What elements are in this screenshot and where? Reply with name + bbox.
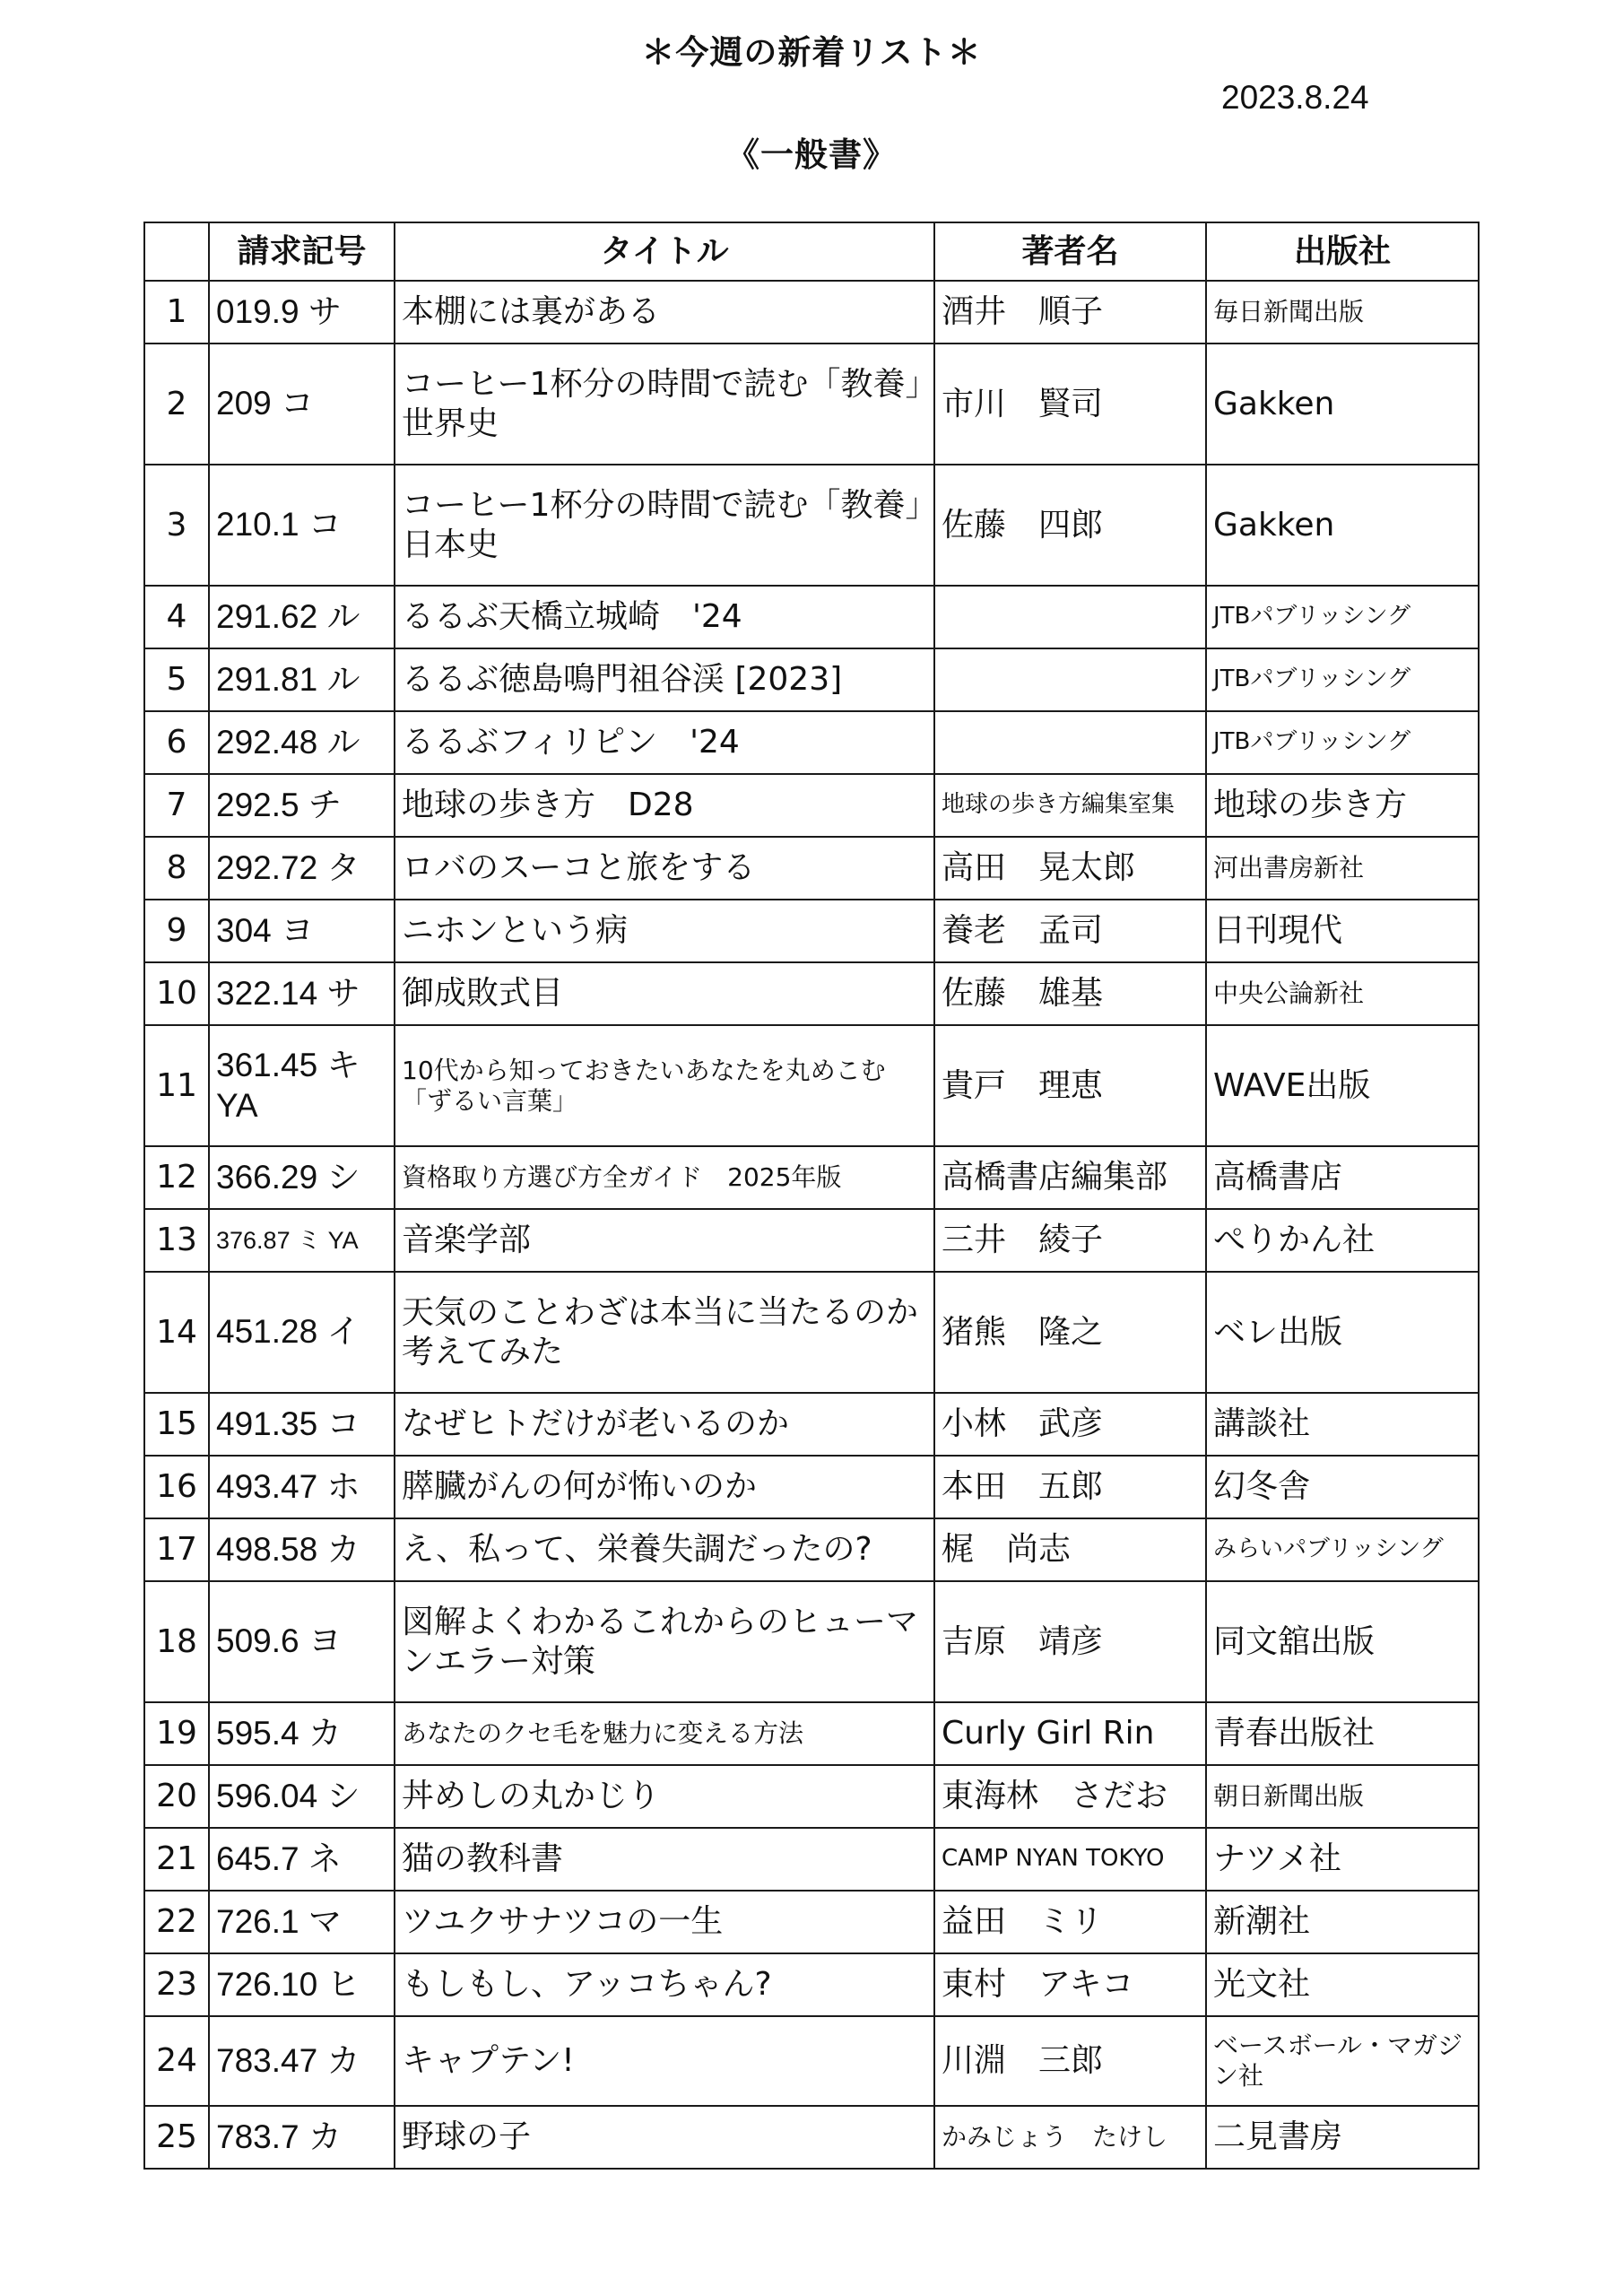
book-title-cell: ツユクサナツコの一生 (395, 1891, 934, 1953)
row-number-cell: 12 (144, 1146, 209, 1209)
call-number-cell: 291.81 ル (209, 648, 395, 711)
publisher-cell: 地球の歩き方 (1206, 774, 1479, 837)
publisher-cell: Gakken (1206, 344, 1479, 465)
call-number-cell: 366.29 シ (209, 1146, 395, 1209)
author-cell (934, 586, 1206, 648)
table-row (144, 900, 1479, 962)
author-cell (934, 711, 1206, 774)
call-number-cell: 209 コ (209, 344, 395, 465)
table-row (144, 1518, 1479, 1581)
row-number-cell: 7 (144, 774, 209, 837)
book-title-cell: ニホンという病 (395, 900, 934, 962)
row-number-cell: 25 (144, 2106, 209, 2169)
column-header-number (144, 222, 209, 281)
table-row (144, 837, 1479, 900)
author-cell: 吉原 靖彦 (934, 1581, 1206, 1702)
book-title-cell: 図解よくわかるこれからのヒューマンエラー対策 (395, 1581, 934, 1702)
row-number-cell: 19 (144, 1702, 209, 1765)
row-number-cell: 13 (144, 1209, 209, 1272)
call-number-cell: 451.28 イ (209, 1272, 395, 1393)
publisher-cell: ナツメ社 (1206, 1828, 1479, 1891)
author-cell: 高田 晃太郎 (934, 837, 1206, 900)
table-row (144, 1209, 1479, 1272)
author-cell: 市川 賢司 (934, 344, 1206, 465)
call-number-cell: 304 ヨ (209, 900, 395, 962)
row-number-cell: 11 (144, 1025, 209, 1146)
table-row (144, 1456, 1479, 1518)
publisher-cell: 日刊現代 (1206, 900, 1479, 962)
book-title-cell: るるぶ徳島鳴門祖谷渓 [2023] (395, 648, 934, 711)
row-number-cell: 24 (144, 2016, 209, 2106)
table-row (144, 774, 1479, 837)
call-number-cell: 376.87 ミ YA (209, 1209, 395, 1272)
book-title-cell: なぜヒトだけが老いるのか (395, 1393, 934, 1456)
row-number-cell: 6 (144, 711, 209, 774)
call-number-cell: 322.14 サ (209, 962, 395, 1025)
book-title-cell: 本棚には裏がある (395, 281, 934, 344)
table-row (144, 2106, 1479, 2169)
author-cell (934, 648, 1206, 711)
call-number-cell: 645.7 ネ (209, 1828, 395, 1891)
list-date: 2023.8.24 (1221, 79, 1369, 116)
table-row (144, 1393, 1479, 1456)
book-title-cell: キャプテン! (395, 2016, 934, 2106)
table-row (144, 281, 1479, 344)
call-number-cell: 292.5 チ (209, 774, 395, 837)
table-row (144, 1146, 1479, 1209)
author-cell: Curly Girl Rin (934, 1702, 1206, 1765)
publisher-cell: 講談社 (1206, 1393, 1479, 1456)
publisher-cell: 中央公論新社 (1206, 962, 1479, 1025)
table-row (144, 1953, 1479, 2016)
book-title-cell: 地球の歩き方 D28 (395, 774, 934, 837)
publisher-cell: 同文舘出版 (1206, 1581, 1479, 1702)
column-header-call-number: 請求記号 (209, 222, 395, 281)
book-title-cell: るるぶ天橋立城崎 '24 (395, 586, 934, 648)
publisher-cell: JTBパブリッシング (1206, 648, 1479, 711)
row-number-cell: 17 (144, 1518, 209, 1581)
column-header-publisher: 出版社 (1206, 222, 1479, 281)
call-number-cell: 292.72 タ (209, 837, 395, 900)
author-cell: 小林 武彦 (934, 1393, 1206, 1456)
call-number-cell: 726.1 マ (209, 1891, 395, 1953)
publisher-cell: 高橋書店 (1206, 1146, 1479, 1209)
book-title-cell: るるぶフィリピン '24 (395, 711, 934, 774)
table-row (144, 586, 1479, 648)
table-row (144, 1025, 1479, 1146)
publisher-cell: 青春出版社 (1206, 1702, 1479, 1765)
book-title-cell: 天気のことわざは本当に当たるのか考えてみた (395, 1272, 934, 1393)
call-number-cell: 493.47 ホ (209, 1456, 395, 1518)
section-title: 《一般書》 (726, 135, 897, 174)
call-number-cell: 596.04 シ (209, 1765, 395, 1828)
table-row (144, 1581, 1479, 1702)
row-number-cell: 21 (144, 1828, 209, 1891)
publisher-cell: ベースボール・マガジン社 (1206, 2016, 1479, 2106)
table-body (144, 281, 1479, 2169)
publisher-cell: 毎日新聞出版 (1206, 281, 1479, 344)
column-header-author: 著者名 (934, 222, 1206, 281)
publisher-cell: ベレ出版 (1206, 1272, 1479, 1393)
book-title-cell: 資格取り方選び方全ガイド 2025年版 (395, 1146, 934, 1209)
table-row (144, 344, 1479, 465)
author-cell: 川淵 三郎 (934, 2016, 1206, 2106)
new-arrivals-table (143, 222, 1480, 2170)
row-number-cell: 22 (144, 1891, 209, 1953)
publisher-cell: 河出書房新社 (1206, 837, 1479, 900)
call-number-cell: 491.35 コ (209, 1393, 395, 1456)
book-title-cell: コーヒー1杯分の時間で読む「教養」世界史 (395, 344, 934, 465)
book-title-cell: 音楽学部 (395, 1209, 934, 1272)
table-row (144, 1891, 1479, 1953)
row-number-cell: 2 (144, 344, 209, 465)
row-number-cell: 20 (144, 1765, 209, 1828)
call-number-cell: 210.1 コ (209, 465, 395, 586)
publisher-cell: Gakken (1206, 465, 1479, 586)
publisher-cell: ぺりかん社 (1206, 1209, 1479, 1272)
table-row (144, 465, 1479, 586)
publisher-cell: 幻冬舎 (1206, 1456, 1479, 1518)
column-header-title: タイトル (395, 222, 934, 281)
table-header-row (144, 222, 1479, 281)
table-row (144, 711, 1479, 774)
author-cell: 佐藤 雄基 (934, 962, 1206, 1025)
book-title-cell: あなたのクセ毛を魅力に変える方法 (395, 1702, 934, 1765)
row-number-cell: 4 (144, 586, 209, 648)
publisher-cell: JTBパブリッシング (1206, 586, 1479, 648)
call-number-cell: 783.7 カ (209, 2106, 395, 2169)
table-row (144, 2016, 1479, 2106)
row-number-cell: 3 (144, 465, 209, 586)
publisher-cell: 朝日新聞出版 (1206, 1765, 1479, 1828)
author-cell: 益田 ミリ (934, 1891, 1206, 1953)
table-row (144, 1702, 1479, 1765)
author-cell: 梶 尚志 (934, 1518, 1206, 1581)
row-number-cell: 15 (144, 1393, 209, 1456)
author-cell: CAMP NYAN TOKYO (934, 1828, 1206, 1891)
row-number-cell: 18 (144, 1581, 209, 1702)
row-number-cell: 16 (144, 1456, 209, 1518)
author-cell: 本田 五郎 (934, 1456, 1206, 1518)
publisher-cell: みらいパブリッシング (1206, 1518, 1479, 1581)
table-row (144, 1828, 1479, 1891)
call-number-cell: 291.62 ル (209, 586, 395, 648)
table-row (144, 1272, 1479, 1393)
call-number-cell: 509.6 ヨ (209, 1581, 395, 1702)
author-cell: 猪熊 隆之 (934, 1272, 1206, 1393)
author-cell: 高橋書店編集部 (934, 1146, 1206, 1209)
call-number-cell: 292.48 ル (209, 711, 395, 774)
author-cell: 地球の歩き方編集室集 (934, 774, 1206, 837)
author-cell: 東海林 さだお (934, 1765, 1206, 1828)
call-number-cell: 783.47 カ (209, 2016, 395, 2106)
author-cell: 東村 アキコ (934, 1953, 1206, 2016)
row-number-cell: 9 (144, 900, 209, 962)
author-cell: 三井 綾子 (934, 1209, 1206, 1272)
call-number-cell: 498.58 カ (209, 1518, 395, 1581)
call-number-cell: 019.9 サ (209, 281, 395, 344)
call-number-cell: 595.4 カ (209, 1702, 395, 1765)
page-title: ＊今週の新着リスト＊ (641, 33, 982, 72)
row-number-cell: 10 (144, 962, 209, 1025)
call-number-cell: 726.10 ヒ (209, 1953, 395, 2016)
book-title-cell: もしもし、アッコちゃん? (395, 1953, 934, 2016)
book-title-cell: ロバのスーコと旅をする (395, 837, 934, 900)
publisher-cell: 光文社 (1206, 1953, 1479, 2016)
publisher-cell: JTBパブリッシング (1206, 711, 1479, 774)
book-title-cell: え、私って、栄養失調だったの? (395, 1518, 934, 1581)
row-number-cell: 1 (144, 281, 209, 344)
row-number-cell: 5 (144, 648, 209, 711)
book-title-cell: 御成敗式目 (395, 962, 934, 1025)
book-title-cell: 丼めしの丸かじり (395, 1765, 934, 1828)
book-title-cell: 膵臓がんの何が怖いのか (395, 1456, 934, 1518)
author-cell: 酒井 順子 (934, 281, 1206, 344)
book-title-cell: コーヒー1杯分の時間で読む「教養」日本史 (395, 465, 934, 586)
book-title-cell: 野球の子 (395, 2106, 934, 2169)
book-title-cell: 10代から知っておきたいあなたを丸めこむ「ずるい言葉」 (395, 1025, 934, 1146)
author-cell: かみじょう たけし (934, 2106, 1206, 2169)
book-title-cell: 猫の教科書 (395, 1828, 934, 1891)
call-number-cell: 361.45 キ YA (209, 1025, 395, 1146)
publisher-cell: WAVE出版 (1206, 1025, 1479, 1146)
author-cell: 佐藤 四郎 (934, 465, 1206, 586)
row-number-cell: 14 (144, 1272, 209, 1393)
row-number-cell: 23 (144, 1953, 209, 2016)
table-row (144, 962, 1479, 1025)
author-cell: 貴戸 理恵 (934, 1025, 1206, 1146)
row-number-cell: 8 (144, 837, 209, 900)
table-row (144, 1765, 1479, 1828)
table-row (144, 648, 1479, 711)
publisher-cell: 二見書房 (1206, 2106, 1479, 2169)
author-cell: 養老 孟司 (934, 900, 1206, 962)
publisher-cell: 新潮社 (1206, 1891, 1479, 1953)
